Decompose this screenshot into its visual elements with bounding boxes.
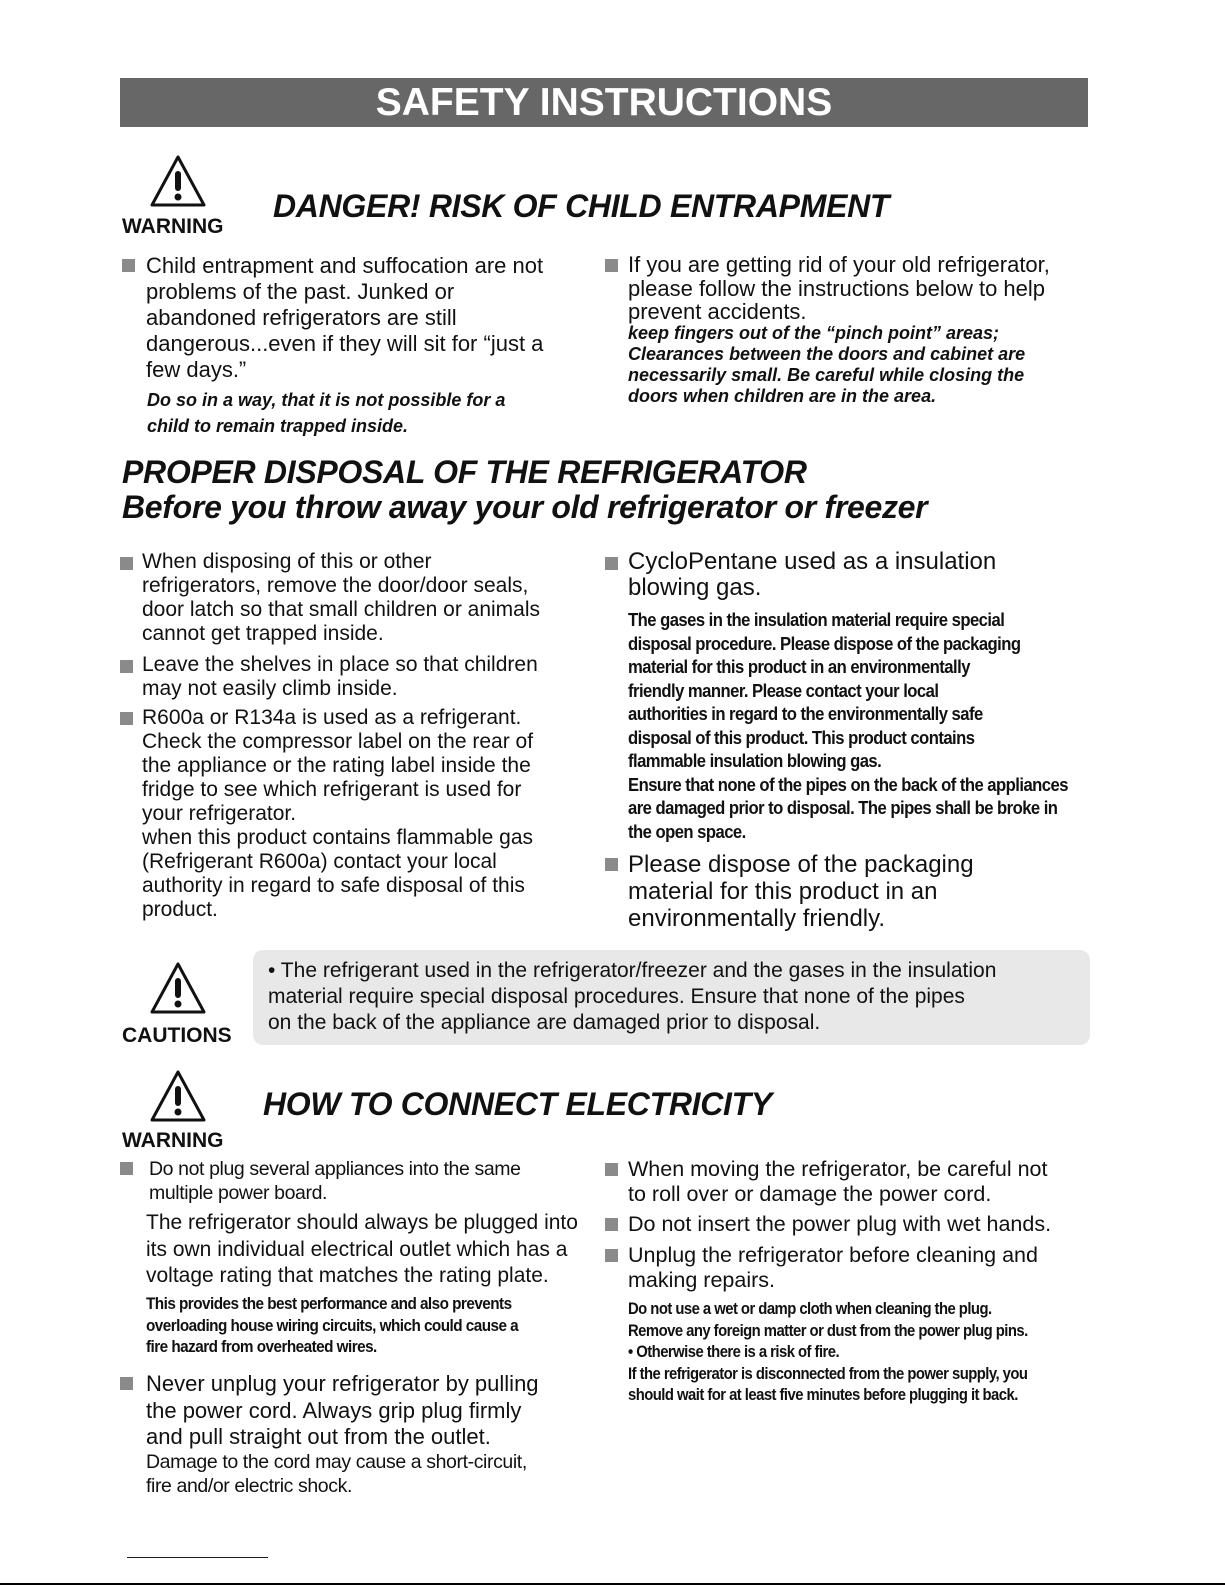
page-title: SAFETY INSTRUCTIONS	[120, 78, 1088, 127]
section-heading-proper-disposal: PROPER DISPOSAL OF THE REFRIGERATOR	[122, 454, 807, 490]
bullet-note: Do not use a wet or damp cloth when cleaning the plug. Remove any foreign matter or dust from the power plug pins. • Otherwise there is a risk of fire. If the refrigerator is disconnected from the power supply, you should wait for at least five minutes before plugging it back.	[628, 1300, 1028, 1404]
section-heading-electricity: HOW TO CONNECT ELECTRICITY	[263, 1086, 772, 1122]
cautions-box	[253, 950, 1090, 1045]
bullet-note: This provides the best performance and also prevents overloading house wiring circuits, which could cause a fire hazard from overheated wires.	[146, 1294, 519, 1356]
bullet-note: keep fingers out of the “pinch point” areas; Clearances between the doors and cabinet are necessarily small. Be careful while closing the doors when children are in the area.	[628, 323, 1026, 406]
bullet-text: Unplug the refrigerator before cleaning and making repairs.	[628, 1243, 1038, 1292]
bullet-note: Do so in a way, that it is not possible for a child to remain trapped inside.	[147, 390, 506, 436]
bullet-icon	[122, 259, 135, 272]
bullet-text: Do not plug several appliances into the same multiple power board.	[149, 1158, 521, 1204]
bullet-text: If you are getting rid of your old refrigerator, please follow the instructions below to help prevent accidents.	[628, 252, 1050, 324]
bullet-icon	[605, 259, 618, 272]
bullet-text: Leave the shelves in place so that children may not easily climb inside.	[142, 653, 538, 700]
bullet-icon	[120, 1377, 133, 1390]
bullet-icon	[605, 858, 618, 871]
caution-triangle-icon	[148, 960, 208, 1018]
bullet-icon	[120, 660, 133, 673]
cautions-label: CAUTIONS	[122, 1024, 232, 1047]
bullet-text: Please dispose of the packaging material for this product in an environmentally friendly.	[628, 851, 974, 932]
bullet-icon	[605, 557, 618, 570]
bullet-text: When moving the refrigerator, be careful not to roll over or damage the power cord.	[628, 1157, 1048, 1206]
bullet-note: The gases in the insulation material require special disposal procedure. Please dispose of the packaging material for this product in an environmentally friendly manner. Please contact your local authorities in regard to the environmentally safe disposal of this product. This product contains flammable insulation blowing gas. Ensure that none of the pipes on the back of the appliances are damaged prior to disposal. The pipes shall be broke in the open space.	[628, 609, 1068, 842]
bullet-icon	[120, 712, 133, 725]
bullet-icon	[605, 1218, 618, 1231]
cautions-text: • The refrigerant used in the refrigerator/freezer and the gases in the insulation material require special disposal procedures. Ensure that none of the pipes on the back of the appliance are damaged prior to disposal.	[268, 959, 997, 1034]
bullet-text: Never unplug your refrigerator by pulling the power cord. Always grip plug firmly and pull straight out from the outlet.	[146, 1371, 539, 1449]
warning-triangle-icon	[148, 153, 208, 211]
bullet-text: Do not insert the power plug with wet hands.	[628, 1212, 1052, 1236]
bullet-text: R600a or R134a is used as a refrigerant. Check the compressor label on the rear of the appliance or the rating label inside the fridge to see which refrigerant is used for your refrigerator. when this product contains flammable gas (Refrigerant R600a) contact your local authority in regard to safe disposal of this product.	[142, 706, 534, 921]
bullet-icon	[605, 1163, 618, 1176]
bullet-text: When disposing of this or other refrigerators, remove the door/door seals, door latch so that small children or animals cannot get trapped inside.	[142, 550, 541, 645]
warning-label: WARNING	[122, 215, 224, 238]
link-underline[interactable]	[127, 1557, 268, 1558]
warning-label: WARNING	[122, 1129, 224, 1152]
bullet-icon	[120, 557, 133, 570]
bullet-icon	[120, 1162, 133, 1175]
bullet-icon	[605, 1249, 618, 1262]
bullet-detail: Damage to the cord may cause a short-circuit, fire and/or electric shock.	[146, 1451, 527, 1497]
bullet-text: CycloPentane used as a insulation blowing gas.	[628, 548, 997, 601]
bullet-text: Child entrapment and suffocation are not problems of the past. Junked or abandoned refrigerators are still dangerous...even if they will sit for “just a few days.”	[146, 253, 544, 382]
section-subheading: Before you throw away your old refrigerator or freezer	[122, 489, 928, 525]
warning-triangle-icon	[148, 1068, 208, 1126]
section-heading-child-entrapment: DANGER! RISK OF CHILD ENTRAPMENT	[273, 188, 890, 224]
bullet-detail: The refrigerator should always be plugged into its own individual electrical outlet which has a voltage rating that matches the rating plate.	[146, 1211, 578, 1287]
